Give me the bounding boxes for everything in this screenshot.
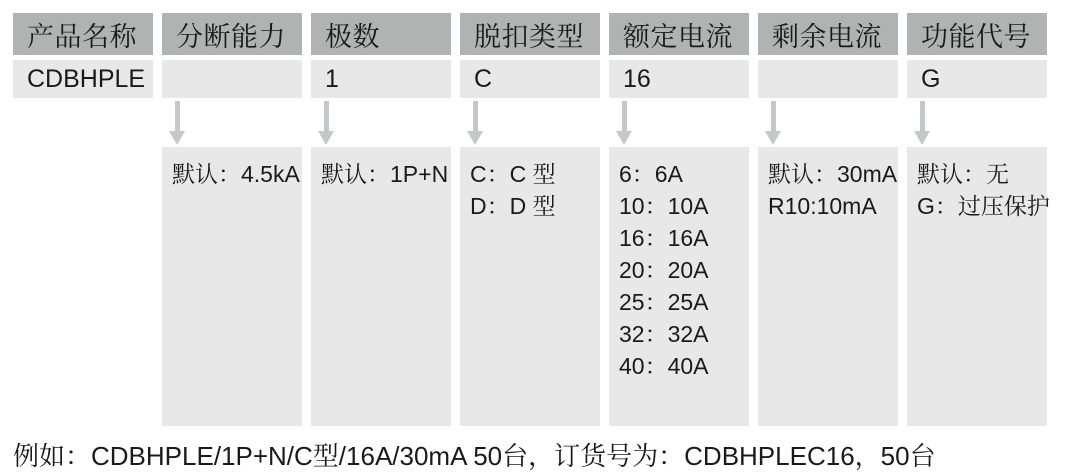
column-value-label: C [474, 64, 493, 93]
column-trip-type [460, 13, 600, 426]
example-note: 例如：CDBHPLE/1P+N/C型/16A/30mA 50台，订货号为：CDBHPLEC16，50台 [13, 441, 936, 471]
column-residual-current [758, 13, 898, 426]
column-options [311, 147, 451, 426]
column-product-name [13, 13, 153, 426]
columns-row [13, 13, 1050, 426]
column-breaking-capacity [162, 13, 302, 426]
column-value-cell [13, 60, 153, 98]
column-header-label: 剩余电流 [772, 21, 882, 52]
down-arrow-icon [467, 101, 483, 145]
option-item: 默认：30mA [768, 161, 898, 187]
down-arrow-icon [765, 101, 781, 145]
arrow-zone [758, 98, 898, 147]
column-options [758, 147, 898, 426]
column-options [162, 147, 302, 426]
down-arrow-icon [914, 101, 930, 145]
column-value-cell [758, 60, 898, 98]
column-header-label: 极数 [325, 21, 380, 52]
column-value-cell [162, 60, 302, 98]
option-item: C：C 型 [470, 161, 556, 187]
column-value-label: G [921, 64, 941, 93]
option-item: G：过压保护 [917, 193, 1050, 219]
column-value-label: 16 [623, 64, 651, 93]
column-value-cell [907, 60, 1047, 98]
column-header-rated-current [609, 13, 749, 55]
option-item: 20：20A [619, 257, 709, 283]
down-arrow-icon [616, 101, 632, 145]
column-header-label: 功能代号 [921, 21, 1031, 52]
arrow-zone [13, 98, 153, 147]
option-item: 6：6A [619, 161, 683, 187]
arrow-zone [311, 98, 451, 147]
option-item: 16：16A [619, 225, 709, 251]
column-header-label: 分断能力 [176, 21, 286, 52]
column-poles [311, 13, 451, 426]
column-options [460, 147, 600, 426]
column-rated-current [609, 13, 749, 426]
arrow-zone [162, 98, 302, 147]
arrow-zone [907, 98, 1047, 147]
option-item: 40：40A [619, 353, 709, 379]
column-options [609, 147, 749, 426]
column-header-trip-type [460, 13, 600, 55]
column-header-function-code [907, 13, 1047, 55]
column-value-cell [311, 60, 451, 98]
column-header-residual-current [758, 13, 898, 55]
column-header-poles [311, 13, 451, 55]
option-item: 32：32A [619, 321, 709, 347]
arrow-zone [609, 98, 749, 147]
option-item: 默认：无 [917, 161, 1009, 187]
option-item: 10：10A [619, 193, 709, 219]
option-item: R10:10mA [768, 193, 877, 219]
column-value-label: 1 [325, 64, 339, 93]
column-header-product-name [13, 13, 153, 55]
option-item: 默认：4.5kA [172, 161, 300, 187]
column-header-label: 产品名称 [27, 21, 137, 52]
column-value-cell [609, 60, 749, 98]
column-header-label: 额定电流 [623, 21, 733, 52]
option-item: D：D 型 [470, 193, 556, 219]
down-arrow-icon [318, 101, 334, 145]
column-value-cell [460, 60, 600, 98]
option-item: 25：25A [619, 289, 709, 315]
column-header-label: 脱扣类型 [474, 21, 584, 52]
column-options [907, 147, 1050, 426]
column-header-breaking-capacity [162, 13, 302, 55]
column-value-label: CDBHPLE [27, 64, 146, 93]
arrow-zone [460, 98, 600, 147]
down-arrow-icon [169, 101, 185, 145]
option-item: 默认：1P+N [321, 161, 449, 187]
column-function-code [907, 13, 1050, 426]
selection-table [13, 13, 1050, 426]
